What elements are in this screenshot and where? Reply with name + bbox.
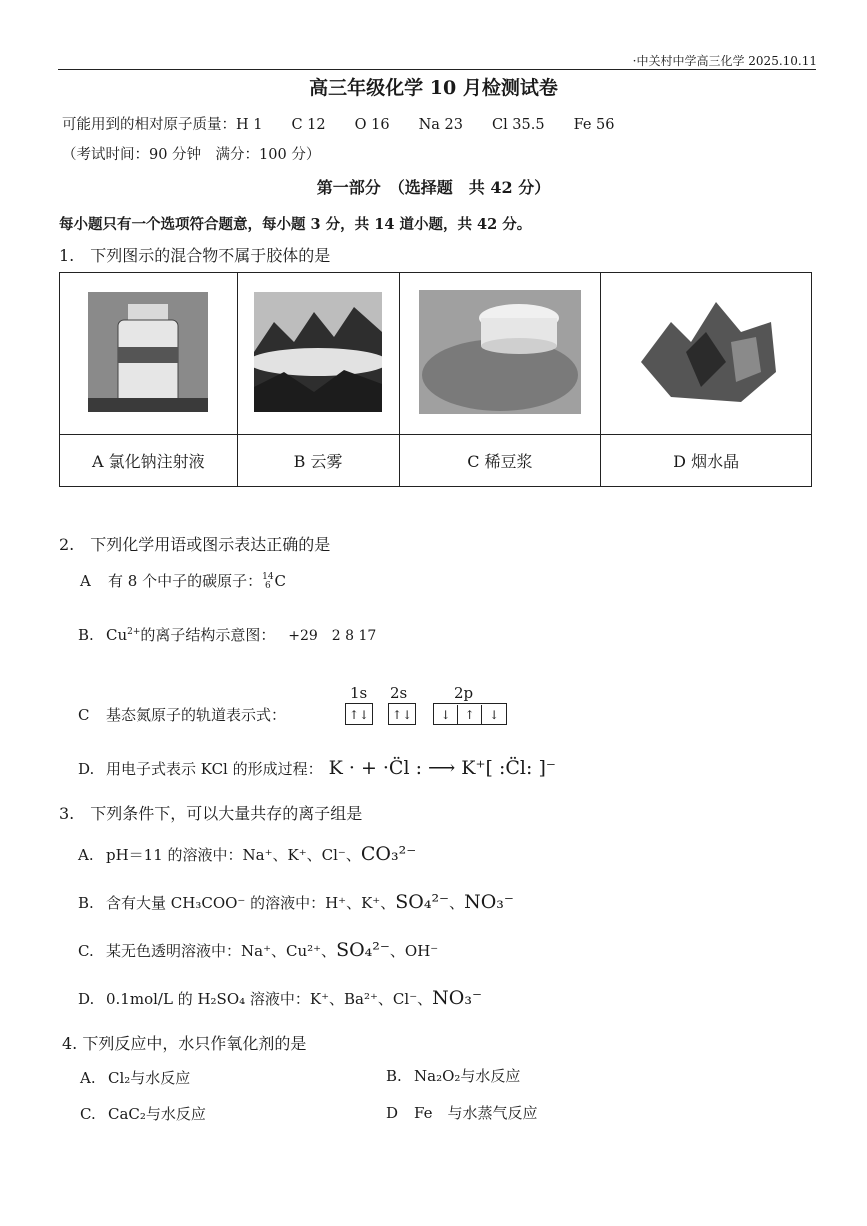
q3-c-tail: 、OH⁻: [389, 942, 439, 960]
q3-d-ion: NO₃⁻: [432, 987, 482, 1009]
q2-stem: 2. 下列化学用语或图示表达正确的是: [59, 535, 331, 554]
q3-b-separator: 、: [449, 894, 465, 912]
q3-c-text: 某无色透明溶液中：Na⁺、Cu²⁺、: [106, 942, 337, 960]
q1-caption-d: D 烟水晶: [601, 435, 812, 487]
header-note: ·中关村中学高三化学 2025.10.11: [632, 54, 817, 68]
q4-option-b: [386, 1065, 520, 1086]
q1-cell-a: [60, 273, 238, 435]
smoky-quartz-photo-icon: [631, 292, 781, 412]
q3-option-c: [78, 939, 438, 961]
orbital-box-2s: [388, 703, 416, 725]
q2-d-label: D.: [78, 760, 95, 778]
atomic-mass-line: 可能用到的相对原子质量：H 1 C 12 O 16 Na 23 Cl 35.5 Fe 56: [62, 117, 615, 133]
orbital-2p-arrow-2: ↑: [458, 705, 482, 725]
soymilk-photo-icon: [419, 290, 581, 414]
q2-a-label: A: [80, 572, 91, 590]
q2-a-text: 有 8 个中子的碳原子：: [108, 572, 263, 590]
orbital-1s-label: 1s: [350, 684, 368, 702]
q2-b-label: B.: [78, 626, 94, 644]
q4-c-text: CaC₂与水反应: [108, 1105, 206, 1123]
q3-b-label: B.: [78, 894, 94, 912]
q4-b-label: B.: [386, 1067, 402, 1085]
cu-symbol: Cu: [106, 626, 128, 644]
cloud-mist-photo-icon: [254, 292, 382, 412]
q3-a-label: A.: [78, 846, 94, 864]
page-title: 高三年级化学 10 月检测试卷: [309, 77, 558, 99]
q4-d-text: Fe 与水蒸气反应: [414, 1104, 538, 1122]
kcl-electron-formula: K · + ·C̈l : ⟶ K⁺[ :C̈l: ]⁻: [328, 757, 556, 779]
q3-b-ion-1: SO₄²⁻: [395, 891, 450, 913]
q1-cell-c: [399, 273, 601, 435]
q3-c-ion: SO₄²⁻: [336, 939, 390, 961]
carbon-symbol: C: [274, 572, 287, 590]
q2-option-c: [78, 704, 286, 725]
q1-caption-a: A 氯化钠注射液: [60, 435, 238, 487]
q2-option-d: [78, 757, 556, 779]
q4-option-d: [386, 1102, 537, 1123]
q2-d-text: 用电子式表示 KCl 的形成过程：: [106, 760, 323, 778]
orbital-2p-label: 2p: [454, 684, 474, 702]
ion-structure-diagram: +29 2 8 17: [288, 628, 377, 644]
q4-option-a: [80, 1067, 190, 1088]
q4-d-label: D: [386, 1104, 399, 1122]
q3-option-b: [78, 891, 514, 913]
q3-a-ion: CO₃²⁻: [360, 843, 417, 865]
q1-cell-d: [601, 273, 812, 435]
q2-c-label: C: [78, 706, 90, 724]
q2-option-a: [80, 570, 286, 591]
orbital-diagram: [345, 703, 507, 725]
q3-c-label: C.: [78, 942, 94, 960]
orbital-2s-arrows: ↑↓: [392, 708, 413, 722]
q2-option-b: [78, 624, 376, 645]
q4-stem: 4. 下列反应中，水只作氧化剂的是: [62, 1034, 307, 1053]
cu-charge: 2+: [127, 627, 141, 637]
q4-a-label: A.: [80, 1069, 96, 1087]
q4-b-text: Na₂O₂与水反应: [414, 1067, 521, 1085]
q3-d-label: D.: [78, 990, 95, 1008]
q2-c-text: 基态氮原子的轨道表示式：: [106, 706, 287, 724]
q1-image-table: [59, 272, 812, 487]
q3-b-text: 含有大量 CH₃COO⁻ 的溶液中：H⁺、K⁺、: [106, 894, 396, 912]
q1-stem: 1. 下列图示的混合物不属于胶体的是: [59, 246, 331, 265]
section-title: 第一部分 （选择题 共 42 分）: [316, 178, 551, 197]
orbital-2s-label: 2s: [390, 684, 408, 702]
q3-a-text: pH＝11 的溶液中：Na⁺、K⁺、Cl⁻、: [106, 846, 361, 864]
q4-c-label: C.: [80, 1105, 96, 1123]
orbital-2p-arrow-1: ↓: [434, 705, 458, 725]
orbital-box-2p: [433, 703, 507, 725]
header-divider: [58, 69, 816, 70]
q1-caption-c: C 稀豆浆: [399, 435, 601, 487]
orbital-box-1s: [345, 703, 373, 725]
carbon-isotope-notation: 14 6: [262, 572, 274, 591]
q3-b-ion-2: NO₃⁻: [464, 891, 514, 913]
q3-option-d: [78, 987, 482, 1009]
q1-cell-b: [237, 273, 399, 435]
orbital-2p-arrow-3: ↓: [489, 708, 500, 722]
q3-option-a: [78, 843, 416, 865]
exam-info: （考试时间：90 分钟 满分：100 分）: [62, 147, 321, 163]
q2-b-text: 的离子结构示意图：: [140, 626, 276, 644]
q3-d-text: 0.1mol/L 的 H₂SO₄ 溶液中：K⁺、Ba²⁺、Cl⁻、: [106, 990, 433, 1008]
q4-option-c: [80, 1103, 206, 1124]
orbital-1s-arrows: ↑↓: [348, 708, 370, 722]
section-instruction: 每小题只有一个选项符合题意，每小题 3 分，共 14 道小题，共 42 分。: [59, 216, 532, 233]
saline-bottle-photo-icon: [88, 292, 208, 412]
q4-a-text: Cl₂与水反应: [108, 1069, 191, 1087]
q1-caption-b: B 云雾: [237, 435, 399, 487]
q3-stem: 3. 下列条件下，可以大量共存的离子组是: [59, 804, 363, 823]
